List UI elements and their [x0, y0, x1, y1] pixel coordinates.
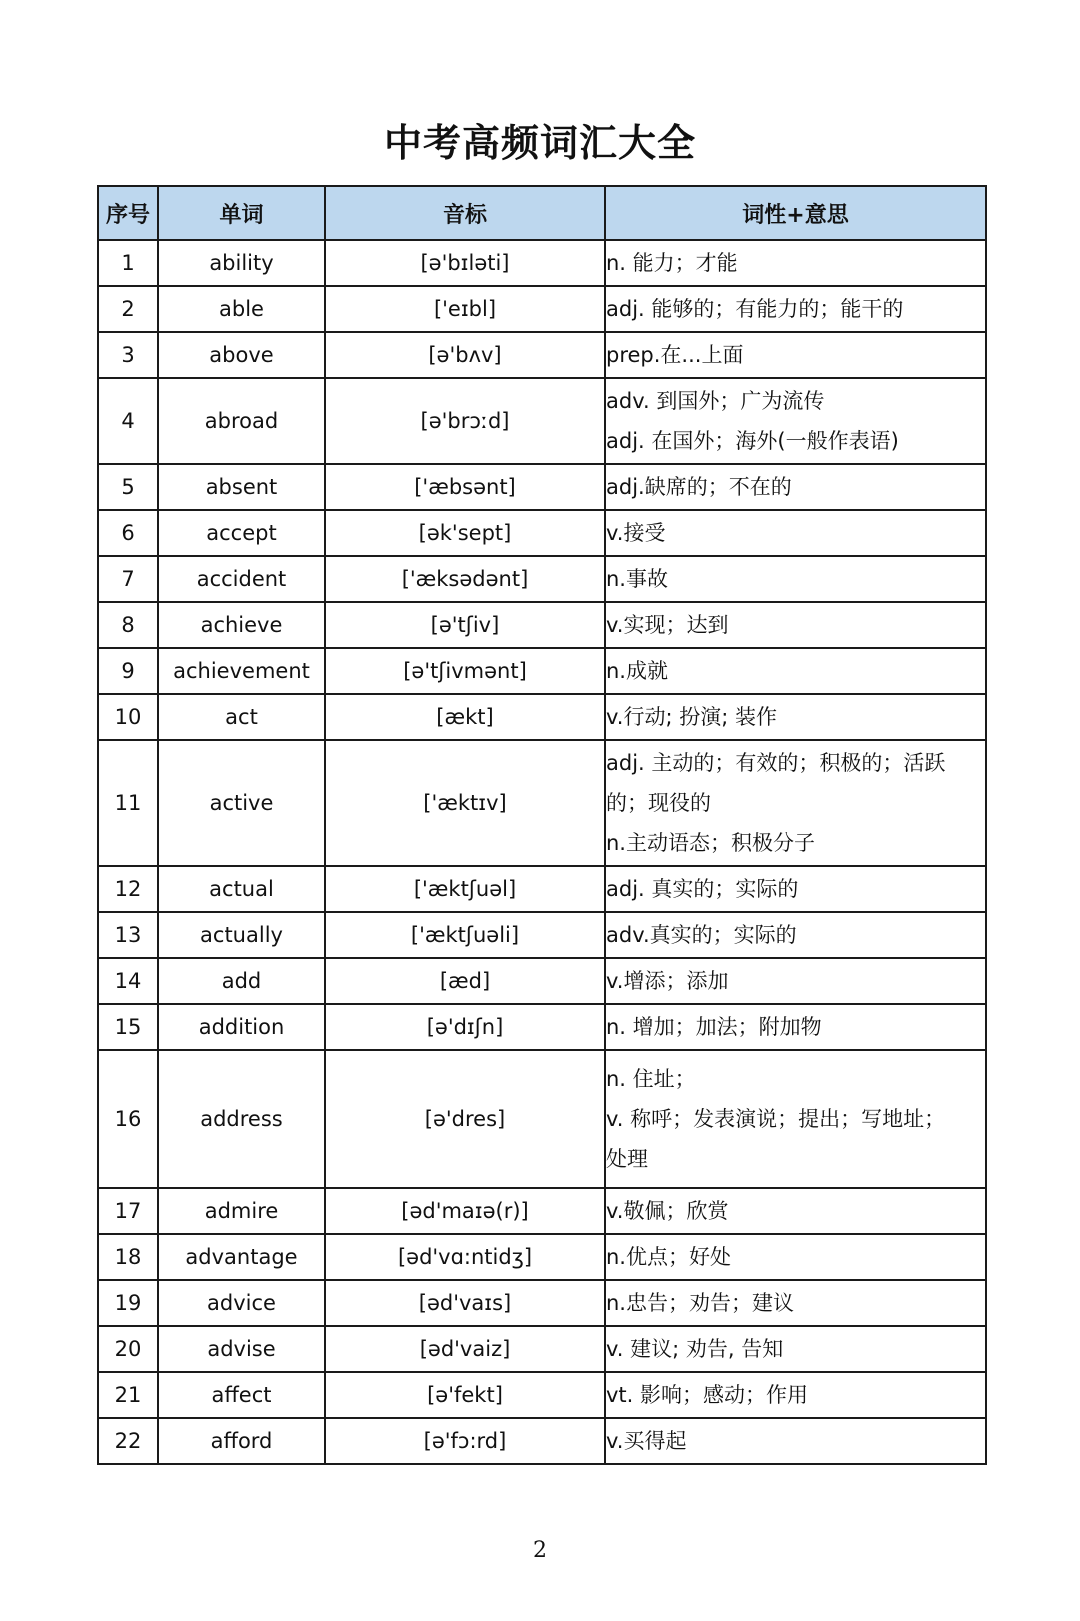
table-row: [98, 1372, 986, 1418]
meaning-line: v.增添；添加: [606, 969, 729, 993]
meaning-line: n.事故: [606, 567, 668, 591]
meaning-line: n. 住址；: [606, 1067, 696, 1091]
meaning-line: 的；现役的: [606, 791, 711, 815]
meaning-line: adj. 能够的；有能力的；能干的: [606, 297, 904, 321]
row-word: admire: [158, 1188, 325, 1234]
table-row: [98, 1188, 986, 1234]
row-phonetic: ['æktʃuəli]: [325, 912, 605, 958]
row-phonetic: [əd'vaɪs]: [325, 1280, 605, 1326]
row-phonetic: [ə'bʌv]: [325, 332, 605, 378]
row-meaning: [605, 1234, 986, 1280]
row-meaning: [605, 866, 986, 912]
row-word: above: [158, 332, 325, 378]
row-phonetic: [ækt]: [325, 694, 605, 740]
row-word: ability: [158, 240, 325, 286]
row-word: achievement: [158, 648, 325, 694]
table-row: [98, 602, 986, 648]
row-number: 15: [98, 1004, 158, 1050]
row-phonetic: [ə'tʃivmənt]: [325, 648, 605, 694]
row-word: actual: [158, 866, 325, 912]
row-number: 22: [98, 1418, 158, 1464]
row-phonetic: ['æbsənt]: [325, 464, 605, 510]
row-number: 9: [98, 648, 158, 694]
header-word: 单词: [158, 186, 325, 240]
row-meaning: [605, 1188, 986, 1234]
table-row: [98, 378, 986, 464]
table-row: [98, 866, 986, 912]
row-number: 2: [98, 286, 158, 332]
row-meaning: [605, 958, 986, 1004]
row-number: 4: [98, 378, 158, 464]
row-number: 6: [98, 510, 158, 556]
row-number: 1: [98, 240, 158, 286]
meaning-line: n. 增加；加法；附加物: [606, 1015, 822, 1039]
table-row: [98, 332, 986, 378]
row-meaning: [605, 912, 986, 958]
meaning-line: n.主动语态；积极分子: [606, 831, 815, 855]
meaning-line: n.忠告；劝告；建议: [606, 1291, 794, 1315]
meaning-line: adv.真实的；实际的: [606, 923, 797, 947]
row-number: 17: [98, 1188, 158, 1234]
row-meaning: [605, 240, 986, 286]
row-meaning: [605, 1418, 986, 1464]
table-row: [98, 240, 986, 286]
row-number: 10: [98, 694, 158, 740]
table-row: [98, 1004, 986, 1050]
row-word: advise: [158, 1326, 325, 1372]
row-phonetic: [ə'brɔːd]: [325, 378, 605, 464]
row-phonetic: [ə'tʃiv]: [325, 602, 605, 648]
row-word: able: [158, 286, 325, 332]
row-meaning: [605, 740, 986, 866]
row-phonetic: [ə'dres]: [325, 1050, 605, 1188]
header-phonetic: 音标: [325, 186, 605, 240]
table-row: [98, 556, 986, 602]
meaning-line: adv. 到国外；广为流传: [606, 389, 825, 413]
row-number: 16: [98, 1050, 158, 1188]
row-phonetic: [ə'dɪʃn]: [325, 1004, 605, 1050]
table-row: [98, 1326, 986, 1372]
row-phonetic: [ə'bɪləti]: [325, 240, 605, 286]
meaning-line: v.敬佩；欣赏: [606, 1199, 729, 1223]
row-word: add: [158, 958, 325, 1004]
page-number: 2: [533, 1538, 547, 1563]
row-meaning: [605, 556, 986, 602]
row-word: actually: [158, 912, 325, 958]
meaning-line: vt. 影响；感动；作用: [606, 1383, 809, 1407]
meaning-line: n.优点；好处: [606, 1245, 731, 1269]
row-number: 5: [98, 464, 158, 510]
row-word: accept: [158, 510, 325, 556]
row-phonetic: [əd'vɑ:ntidʒ]: [325, 1234, 605, 1280]
row-meaning: [605, 1280, 986, 1326]
row-meaning: [605, 464, 986, 510]
table-row: [98, 1050, 986, 1188]
row-word: accident: [158, 556, 325, 602]
row-word: act: [158, 694, 325, 740]
row-word: affect: [158, 1372, 325, 1418]
meaning-line: v.买得起: [606, 1429, 687, 1453]
row-word: address: [158, 1050, 325, 1188]
table-row: [98, 1234, 986, 1280]
row-meaning: [605, 694, 986, 740]
table-row: [98, 286, 986, 332]
row-phonetic: ['æksədənt]: [325, 556, 605, 602]
header-meaning: 词性+意思: [605, 186, 986, 240]
row-number: 13: [98, 912, 158, 958]
row-phonetic: [əd'vaiz]: [325, 1326, 605, 1372]
meaning-line: adj.缺席的；不在的: [606, 475, 792, 499]
row-meaning: [605, 286, 986, 332]
table-header-row: [98, 186, 986, 240]
row-meaning: [605, 1004, 986, 1050]
row-word: addition: [158, 1004, 325, 1050]
row-number: 7: [98, 556, 158, 602]
table-row: [98, 740, 986, 866]
meaning-line: adj. 真实的；实际的: [606, 877, 799, 901]
row-phonetic: [ə'fɔ:rd]: [325, 1418, 605, 1464]
row-word: afford: [158, 1418, 325, 1464]
row-number: 21: [98, 1372, 158, 1418]
meaning-line: v.实现；达到: [606, 613, 729, 637]
row-meaning: [605, 1326, 986, 1372]
table-row: [98, 958, 986, 1004]
row-number: 12: [98, 866, 158, 912]
row-phonetic: ['æktɪv]: [325, 740, 605, 866]
document-title: 中考高频词汇大全: [383, 121, 696, 165]
meaning-line: n. 能力；才能: [606, 251, 738, 275]
table-row: [98, 464, 986, 510]
meaning-line: adj. 在国外；海外(一般作表语): [606, 429, 899, 453]
meaning-line: v. 建议; 劝告, 告知: [606, 1337, 784, 1361]
row-number: 18: [98, 1234, 158, 1280]
row-meaning: [605, 378, 986, 464]
meaning-line: adj. 主动的；有效的；积极的；活跃: [606, 751, 946, 775]
row-number: 11: [98, 740, 158, 866]
meaning-line: v. 称呼；发表演说；提出；写地址；: [606, 1107, 946, 1131]
row-meaning: [605, 1372, 986, 1418]
row-word: absent: [158, 464, 325, 510]
row-meaning: [605, 332, 986, 378]
meaning-line: v.行动; 扮演; 装作: [606, 705, 777, 729]
row-phonetic: [əd'maɪə(r)]: [325, 1188, 605, 1234]
row-word: active: [158, 740, 325, 866]
row-word: achieve: [158, 602, 325, 648]
table-row: [98, 510, 986, 556]
table-row: [98, 1280, 986, 1326]
row-meaning: [605, 510, 986, 556]
meaning-line: 处理: [606, 1147, 648, 1171]
row-phonetic: ['æktʃuəl]: [325, 866, 605, 912]
row-phonetic: [æd]: [325, 958, 605, 1004]
header-num: 序号: [98, 186, 158, 240]
meaning-line: n.成就: [606, 659, 668, 683]
vocabulary-table: [97, 185, 987, 1465]
row-meaning: [605, 648, 986, 694]
row-phonetic: [ə'fekt]: [325, 1372, 605, 1418]
table-row: [98, 694, 986, 740]
row-word: advantage: [158, 1234, 325, 1280]
row-number: 3: [98, 332, 158, 378]
row-phonetic: ['eɪbl]: [325, 286, 605, 332]
table-body: [98, 240, 986, 1464]
row-number: 19: [98, 1280, 158, 1326]
row-word: abroad: [158, 378, 325, 464]
table-row: [98, 648, 986, 694]
table-row: [98, 1418, 986, 1464]
meaning-line: prep.在...上面: [606, 343, 744, 367]
meaning-line: v.接受: [606, 521, 666, 545]
row-word: advice: [158, 1280, 325, 1326]
row-phonetic: [ək'sept]: [325, 510, 605, 556]
table-row: [98, 912, 986, 958]
row-number: 20: [98, 1326, 158, 1372]
row-number: 8: [98, 602, 158, 648]
row-meaning: [605, 602, 986, 648]
row-number: 14: [98, 958, 158, 1004]
row-meaning: [605, 1050, 986, 1188]
